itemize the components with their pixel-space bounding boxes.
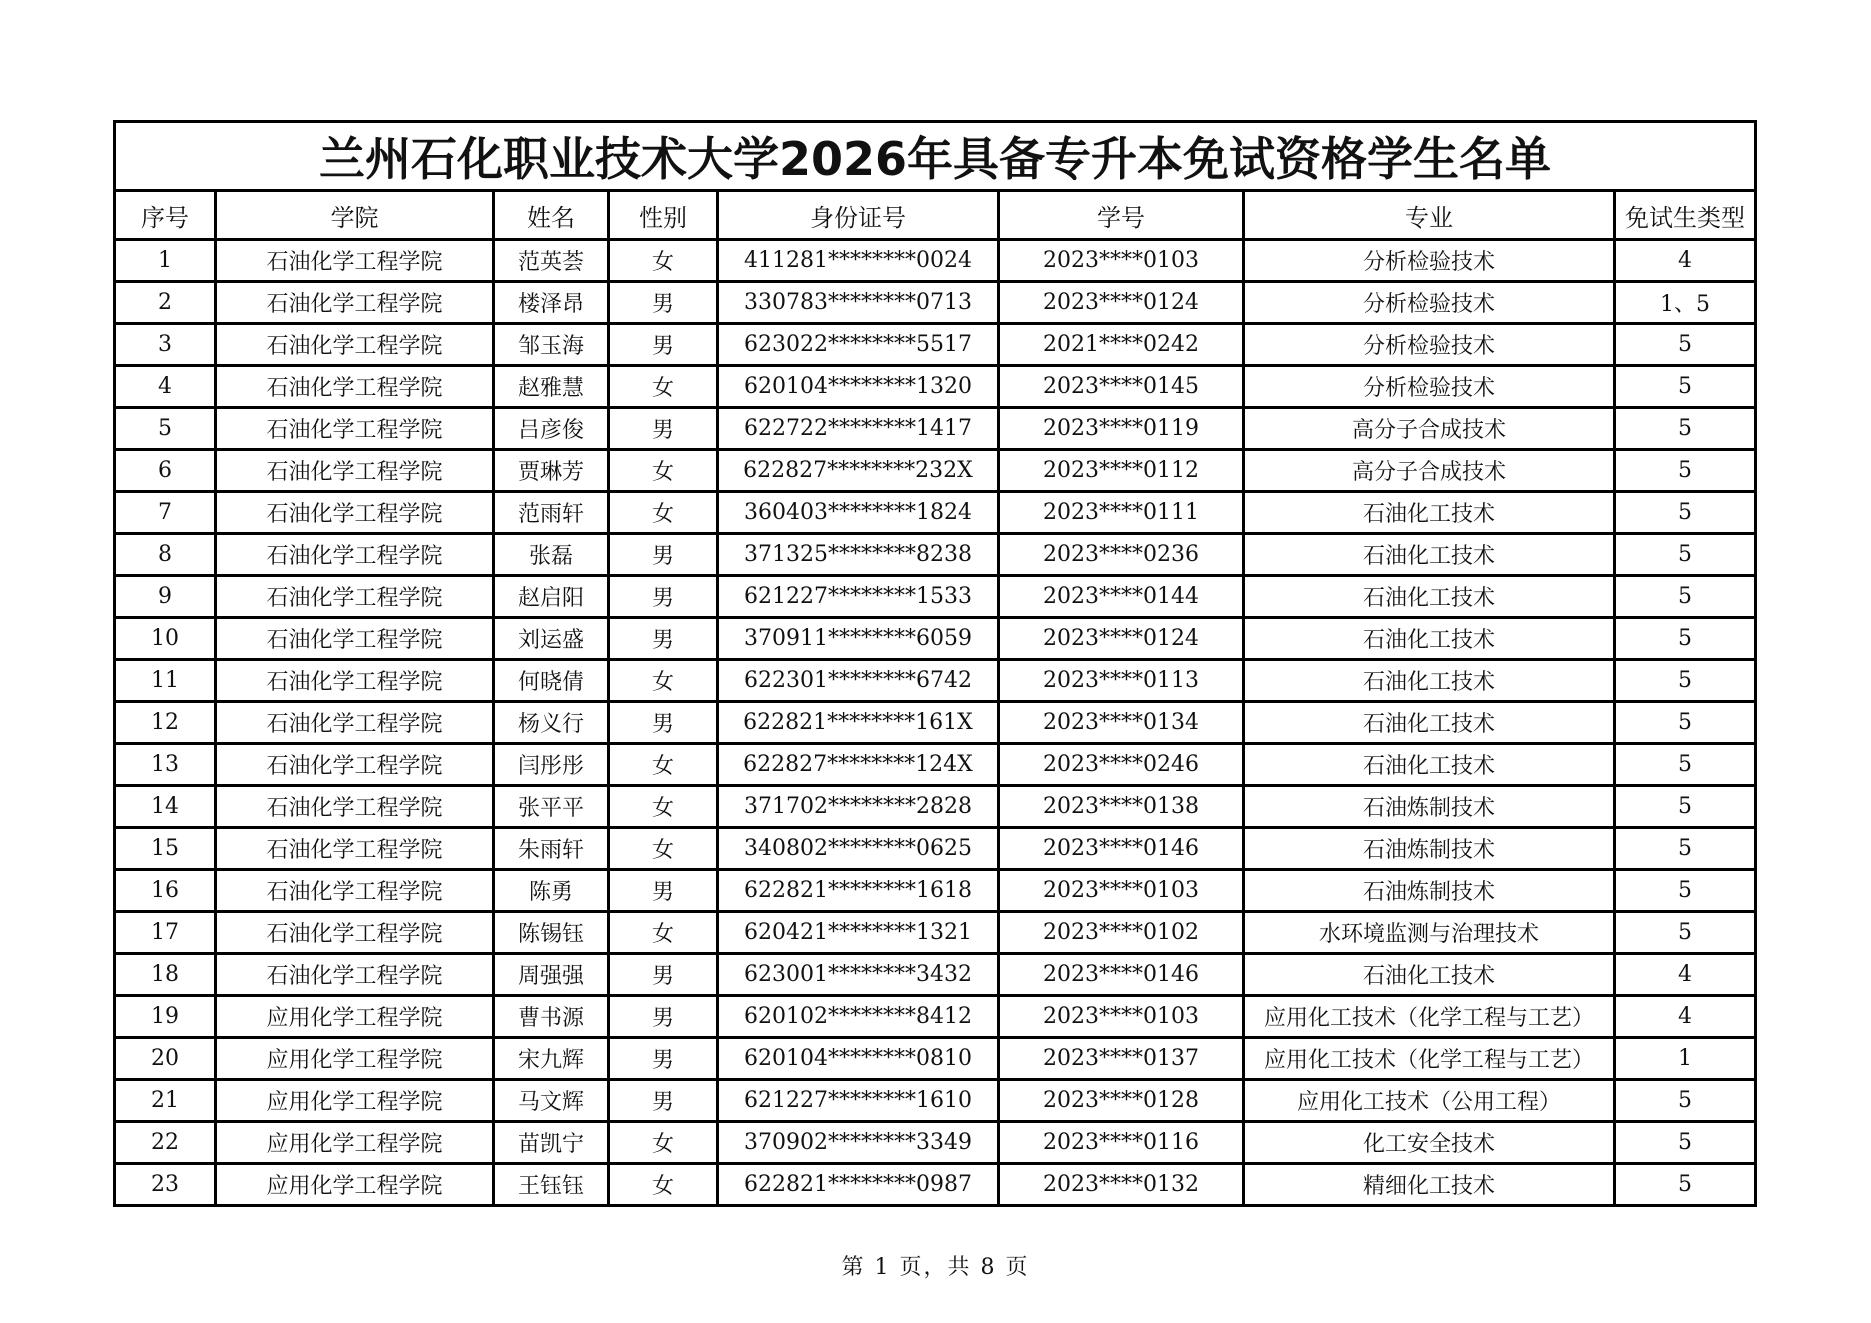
cell-no: 10 xyxy=(115,618,216,660)
cell-student-id: 2023****0119 xyxy=(999,408,1244,450)
cell-student-id: 2023****0124 xyxy=(999,282,1244,324)
cell-major: 应用化工技术（化学工程与工艺） xyxy=(1244,996,1615,1038)
cell-student-id: 2023****0134 xyxy=(999,702,1244,744)
cell-exemption-type: 5 xyxy=(1615,324,1756,366)
cell-no: 18 xyxy=(115,954,216,996)
cell-major: 石油化工技术 xyxy=(1244,618,1615,660)
table-row xyxy=(115,408,1756,450)
cell-college: 应用化学工程学院 xyxy=(216,1080,494,1122)
cell-name: 张磊 xyxy=(494,534,609,576)
student-list-sheet xyxy=(113,120,1754,1207)
cell-exemption-type: 5 xyxy=(1615,1164,1756,1206)
cell-college: 石油化学工程学院 xyxy=(216,786,494,828)
column-header-exemption-type: 免试生类型 xyxy=(1615,191,1756,240)
cell-college: 石油化学工程学院 xyxy=(216,282,494,324)
header-row xyxy=(115,191,1756,240)
cell-student-id: 2023****0236 xyxy=(999,534,1244,576)
cell-name: 王钰钰 xyxy=(494,1164,609,1206)
cell-college: 石油化学工程学院 xyxy=(216,240,494,282)
cell-student-id: 2023****0116 xyxy=(999,1122,1244,1164)
column-header-student-id: 学号 xyxy=(999,191,1244,240)
table-row xyxy=(115,912,1756,954)
cell-id-number: 622821********0987 xyxy=(718,1164,999,1206)
cell-name: 贾琳芳 xyxy=(494,450,609,492)
cell-student-id: 2023****0111 xyxy=(999,492,1244,534)
cell-gender: 女 xyxy=(609,744,718,786)
cell-student-id: 2023****0137 xyxy=(999,1038,1244,1080)
cell-no: 6 xyxy=(115,450,216,492)
cell-no: 12 xyxy=(115,702,216,744)
cell-gender: 男 xyxy=(609,954,718,996)
cell-exemption-type: 4 xyxy=(1615,996,1756,1038)
cell-gender: 男 xyxy=(609,1038,718,1080)
cell-college: 应用化学工程学院 xyxy=(216,996,494,1038)
cell-no: 5 xyxy=(115,408,216,450)
cell-no: 16 xyxy=(115,870,216,912)
cell-name: 闫彤彤 xyxy=(494,744,609,786)
cell-college: 石油化学工程学院 xyxy=(216,576,494,618)
title-row xyxy=(115,122,1756,191)
cell-gender: 女 xyxy=(609,366,718,408)
cell-student-id: 2023****0113 xyxy=(999,660,1244,702)
table-row xyxy=(115,282,1756,324)
cell-exemption-type: 5 xyxy=(1615,786,1756,828)
cell-id-number: 371702********2828 xyxy=(718,786,999,828)
cell-exemption-type: 4 xyxy=(1615,954,1756,996)
cell-gender: 女 xyxy=(609,1164,718,1206)
table-row xyxy=(115,1038,1756,1080)
cell-college: 应用化学工程学院 xyxy=(216,1038,494,1080)
cell-exemption-type: 5 xyxy=(1615,1080,1756,1122)
cell-name: 杨义行 xyxy=(494,702,609,744)
cell-student-id: 2023****0146 xyxy=(999,954,1244,996)
cell-name: 马文辉 xyxy=(494,1080,609,1122)
cell-exemption-type: 5 xyxy=(1615,408,1756,450)
cell-id-number: 330783********0713 xyxy=(718,282,999,324)
cell-major: 分析检验技术 xyxy=(1244,240,1615,282)
column-header-gender: 性别 xyxy=(609,191,718,240)
table-row xyxy=(115,828,1756,870)
cell-major: 分析检验技术 xyxy=(1244,366,1615,408)
cell-college: 应用化学工程学院 xyxy=(216,1164,494,1206)
cell-no: 20 xyxy=(115,1038,216,1080)
cell-exemption-type: 5 xyxy=(1615,576,1756,618)
cell-college: 石油化学工程学院 xyxy=(216,954,494,996)
cell-no: 2 xyxy=(115,282,216,324)
cell-no: 3 xyxy=(115,324,216,366)
table-body xyxy=(115,240,1756,1206)
cell-major: 石油化工技术 xyxy=(1244,744,1615,786)
cell-major: 水环境监测与治理技术 xyxy=(1244,912,1615,954)
cell-student-id: 2023****0132 xyxy=(999,1164,1244,1206)
table-row xyxy=(115,366,1756,408)
cell-student-id: 2023****0128 xyxy=(999,1080,1244,1122)
cell-gender: 女 xyxy=(609,492,718,534)
cell-major: 石油炼制技术 xyxy=(1244,828,1615,870)
cell-id-number: 622827********124X xyxy=(718,744,999,786)
table-row xyxy=(115,534,1756,576)
cell-major: 石油化工技术 xyxy=(1244,534,1615,576)
cell-name: 曹书源 xyxy=(494,996,609,1038)
cell-name: 周强强 xyxy=(494,954,609,996)
cell-id-number: 370902********3349 xyxy=(718,1122,999,1164)
cell-no: 22 xyxy=(115,1122,216,1164)
cell-gender: 男 xyxy=(609,576,718,618)
cell-name: 吕彦俊 xyxy=(494,408,609,450)
table-row xyxy=(115,996,1756,1038)
cell-major: 应用化工技术（化学工程与工艺） xyxy=(1244,1038,1615,1080)
table-row xyxy=(115,240,1756,282)
cell-id-number: 620104********1320 xyxy=(718,366,999,408)
cell-name: 何晓倩 xyxy=(494,660,609,702)
table-row xyxy=(115,870,1756,912)
cell-major: 石油炼制技术 xyxy=(1244,870,1615,912)
cell-name: 刘运盛 xyxy=(494,618,609,660)
cell-college: 石油化学工程学院 xyxy=(216,408,494,450)
cell-college: 石油化学工程学院 xyxy=(216,366,494,408)
cell-gender: 男 xyxy=(609,870,718,912)
cell-id-number: 622827********232X xyxy=(718,450,999,492)
cell-no: 15 xyxy=(115,828,216,870)
cell-gender: 男 xyxy=(609,408,718,450)
cell-id-number: 620421********1321 xyxy=(718,912,999,954)
cell-exemption-type: 5 xyxy=(1615,366,1756,408)
cell-major: 石油炼制技术 xyxy=(1244,786,1615,828)
cell-name: 朱雨轩 xyxy=(494,828,609,870)
cell-id-number: 411281********0024 xyxy=(718,240,999,282)
cell-id-number: 621227********1610 xyxy=(718,1080,999,1122)
cell-gender: 女 xyxy=(609,1122,718,1164)
cell-college: 石油化学工程学院 xyxy=(216,324,494,366)
cell-exemption-type: 5 xyxy=(1615,870,1756,912)
cell-id-number: 621227********1533 xyxy=(718,576,999,618)
cell-gender: 男 xyxy=(609,324,718,366)
cell-no: 17 xyxy=(115,912,216,954)
table-row xyxy=(115,1122,1756,1164)
table-row xyxy=(115,1080,1756,1122)
cell-no: 13 xyxy=(115,744,216,786)
table-row xyxy=(115,618,1756,660)
column-header-no: 序号 xyxy=(115,191,216,240)
cell-id-number: 620104********0810 xyxy=(718,1038,999,1080)
cell-no: 9 xyxy=(115,576,216,618)
table-row xyxy=(115,954,1756,996)
cell-major: 高分子合成技术 xyxy=(1244,408,1615,450)
cell-college: 石油化学工程学院 xyxy=(216,492,494,534)
cell-major: 应用化工技术（公用工程） xyxy=(1244,1080,1615,1122)
cell-no: 14 xyxy=(115,786,216,828)
cell-name: 范英荟 xyxy=(494,240,609,282)
cell-name: 范雨轩 xyxy=(494,492,609,534)
cell-major: 石油化工技术 xyxy=(1244,492,1615,534)
cell-id-number: 622722********1417 xyxy=(718,408,999,450)
cell-name: 苗凯宁 xyxy=(494,1122,609,1164)
cell-name: 陈勇 xyxy=(494,870,609,912)
table-row xyxy=(115,576,1756,618)
cell-gender: 女 xyxy=(609,786,718,828)
cell-name: 楼泽昂 xyxy=(494,282,609,324)
cell-exemption-type: 5 xyxy=(1615,828,1756,870)
cell-no: 11 xyxy=(115,660,216,702)
table-row xyxy=(115,786,1756,828)
cell-id-number: 371325********8238 xyxy=(718,534,999,576)
cell-name: 赵雅慧 xyxy=(494,366,609,408)
column-header-major: 专业 xyxy=(1244,191,1615,240)
cell-college: 石油化学工程学院 xyxy=(216,534,494,576)
cell-exemption-type: 5 xyxy=(1615,492,1756,534)
cell-student-id: 2023****0103 xyxy=(999,870,1244,912)
cell-student-id: 2023****0138 xyxy=(999,786,1244,828)
cell-exemption-type: 1 xyxy=(1615,1038,1756,1080)
cell-major: 石油化工技术 xyxy=(1244,576,1615,618)
cell-gender: 女 xyxy=(609,240,718,282)
cell-major: 石油化工技术 xyxy=(1244,660,1615,702)
cell-id-number: 622821********1618 xyxy=(718,870,999,912)
student-table xyxy=(113,120,1757,1207)
column-header-id-number: 身份证号 xyxy=(718,191,999,240)
cell-no: 19 xyxy=(115,996,216,1038)
cell-name: 邹玉海 xyxy=(494,324,609,366)
cell-gender: 女 xyxy=(609,450,718,492)
cell-id-number: 370911********6059 xyxy=(718,618,999,660)
cell-college: 石油化学工程学院 xyxy=(216,450,494,492)
cell-exemption-type: 5 xyxy=(1615,744,1756,786)
cell-student-id: 2023****0246 xyxy=(999,744,1244,786)
cell-no: 23 xyxy=(115,1164,216,1206)
cell-name: 陈锡钰 xyxy=(494,912,609,954)
table-row xyxy=(115,450,1756,492)
cell-id-number: 340802********0625 xyxy=(718,828,999,870)
cell-exemption-type: 5 xyxy=(1615,618,1756,660)
cell-id-number: 623022********5517 xyxy=(718,324,999,366)
cell-id-number: 620102********8412 xyxy=(718,996,999,1038)
cell-major: 精细化工技术 xyxy=(1244,1164,1615,1206)
table-row xyxy=(115,660,1756,702)
cell-exemption-type: 5 xyxy=(1615,912,1756,954)
cell-college: 石油化学工程学院 xyxy=(216,702,494,744)
cell-gender: 男 xyxy=(609,1080,718,1122)
cell-name: 赵启阳 xyxy=(494,576,609,618)
cell-id-number: 623001********3432 xyxy=(718,954,999,996)
cell-major: 化工安全技术 xyxy=(1244,1122,1615,1164)
page-footer: 第 1 页，共 8 页 xyxy=(841,1255,1030,1280)
cell-major: 石油化工技术 xyxy=(1244,702,1615,744)
cell-student-id: 2023****0124 xyxy=(999,618,1244,660)
cell-college: 应用化学工程学院 xyxy=(216,1122,494,1164)
cell-exemption-type: 4 xyxy=(1615,240,1756,282)
cell-gender: 男 xyxy=(609,282,718,324)
cell-id-number: 622821********161X xyxy=(718,702,999,744)
cell-id-number: 360403********1824 xyxy=(718,492,999,534)
cell-college: 石油化学工程学院 xyxy=(216,912,494,954)
cell-college: 石油化学工程学院 xyxy=(216,618,494,660)
cell-exemption-type: 1、5 xyxy=(1615,282,1756,324)
cell-exemption-type: 5 xyxy=(1615,1122,1756,1164)
cell-exemption-type: 5 xyxy=(1615,702,1756,744)
cell-gender: 男 xyxy=(609,702,718,744)
table-row xyxy=(115,324,1756,366)
cell-major: 分析检验技术 xyxy=(1244,282,1615,324)
cell-no: 7 xyxy=(115,492,216,534)
cell-gender: 男 xyxy=(609,534,718,576)
cell-college: 石油化学工程学院 xyxy=(216,744,494,786)
cell-student-id: 2023****0144 xyxy=(999,576,1244,618)
cell-student-id: 2023****0103 xyxy=(999,996,1244,1038)
cell-no: 8 xyxy=(115,534,216,576)
cell-name: 张平平 xyxy=(494,786,609,828)
cell-college: 石油化学工程学院 xyxy=(216,828,494,870)
column-header-name: 姓名 xyxy=(494,191,609,240)
cell-gender: 女 xyxy=(609,912,718,954)
cell-college: 石油化学工程学院 xyxy=(216,660,494,702)
cell-major: 分析检验技术 xyxy=(1244,324,1615,366)
cell-gender: 女 xyxy=(609,828,718,870)
cell-gender: 女 xyxy=(609,660,718,702)
cell-college: 石油化学工程学院 xyxy=(216,870,494,912)
cell-exemption-type: 5 xyxy=(1615,534,1756,576)
cell-no: 1 xyxy=(115,240,216,282)
table-row xyxy=(115,702,1756,744)
table-row xyxy=(115,1164,1756,1206)
cell-student-id: 2023****0103 xyxy=(999,240,1244,282)
cell-name: 宋九辉 xyxy=(494,1038,609,1080)
cell-id-number: 622301********6742 xyxy=(718,660,999,702)
cell-no: 4 xyxy=(115,366,216,408)
cell-no: 21 xyxy=(115,1080,216,1122)
cell-exemption-type: 5 xyxy=(1615,660,1756,702)
page-title: 兰州石化职业技术大学2026年具备专升本免试资格学生名单 xyxy=(115,122,1756,191)
cell-student-id: 2023****0112 xyxy=(999,450,1244,492)
cell-student-id: 2023****0102 xyxy=(999,912,1244,954)
cell-gender: 男 xyxy=(609,618,718,660)
cell-major: 高分子合成技术 xyxy=(1244,450,1615,492)
column-header-college: 学院 xyxy=(216,191,494,240)
cell-student-id: 2021****0242 xyxy=(999,324,1244,366)
table-row xyxy=(115,492,1756,534)
cell-gender: 男 xyxy=(609,996,718,1038)
cell-major: 石油化工技术 xyxy=(1244,954,1615,996)
cell-exemption-type: 5 xyxy=(1615,450,1756,492)
table-row xyxy=(115,744,1756,786)
cell-student-id: 2023****0145 xyxy=(999,366,1244,408)
cell-student-id: 2023****0146 xyxy=(999,828,1244,870)
